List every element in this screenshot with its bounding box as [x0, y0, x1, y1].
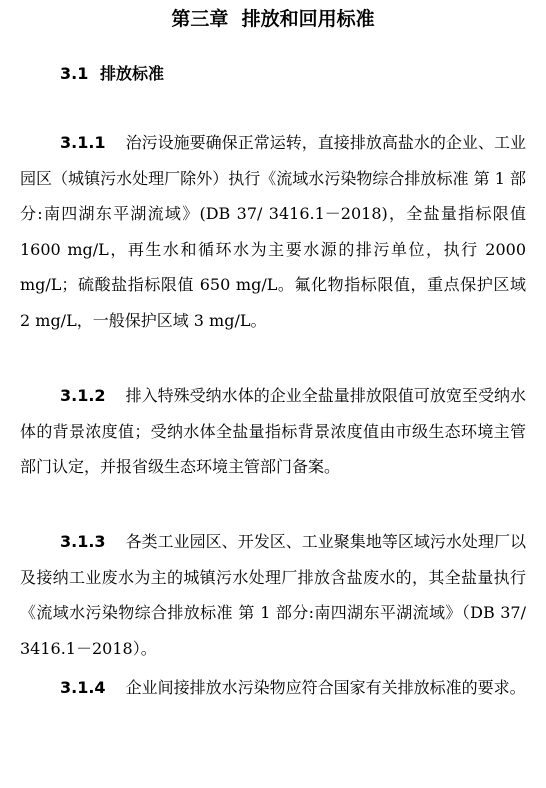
clause-text: 企业间接排放水污染物应符合国家有关排放标准的要求。	[125, 678, 526, 697]
clause-3-1-3	[20, 524, 526, 666]
chapter-title: 第三章 排放和回用标准	[171, 8, 375, 30]
clause-text: 各类工业园区、开发区、工业聚集地等区域污水处理厂以及接纳工业废水为主的城镇污水处理厂排放含盐废水的，其全盐量执行《流域水污染物综合排放标准 第 1 部分:南四湖东平湖流域》（DB 37/ 3416.1－2018）。	[20, 532, 526, 658]
clause-number: 3.1.1	[60, 133, 106, 152]
clause-number: 3.1.2	[60, 386, 106, 405]
section-number: 3.1	[60, 64, 89, 83]
clause-3-1-4	[20, 670, 526, 706]
section-heading	[60, 63, 164, 85]
clause-3-1-1	[20, 125, 526, 338]
clause-text: 治污设施要确保正常运转，直接排放高盐水的企业、工业园区（城镇污水处理厂除外）执行《流域水污染物综合排放标准 第 1 部分:南四湖东平湖流域》(DB 37/ 3416.1－2018)，全盐量指标限值 1600 mg/L，再生水和循环水为主要水源的排污单位，执行 2000 mg/L；硫酸盐指标限值 650 mg/L。氟化物指标限值，重点保护区域 2 mg/L，一般保护区域 3 mg/L。	[20, 133, 526, 330]
clause-number: 3.1.4	[60, 678, 106, 697]
clause-number: 3.1.3	[60, 532, 106, 551]
clause-3-1-2	[20, 378, 526, 485]
section-title: 排放标准	[100, 64, 165, 83]
clause-text: 排入特殊受纳水体的企业全盐量排放限值可放宽至受纳水体的背景浓度值；受纳水体全盐量指标背景浓度值由市级生态环境主管部门认定，并报省级生态环境主管部门备案。	[20, 386, 526, 476]
